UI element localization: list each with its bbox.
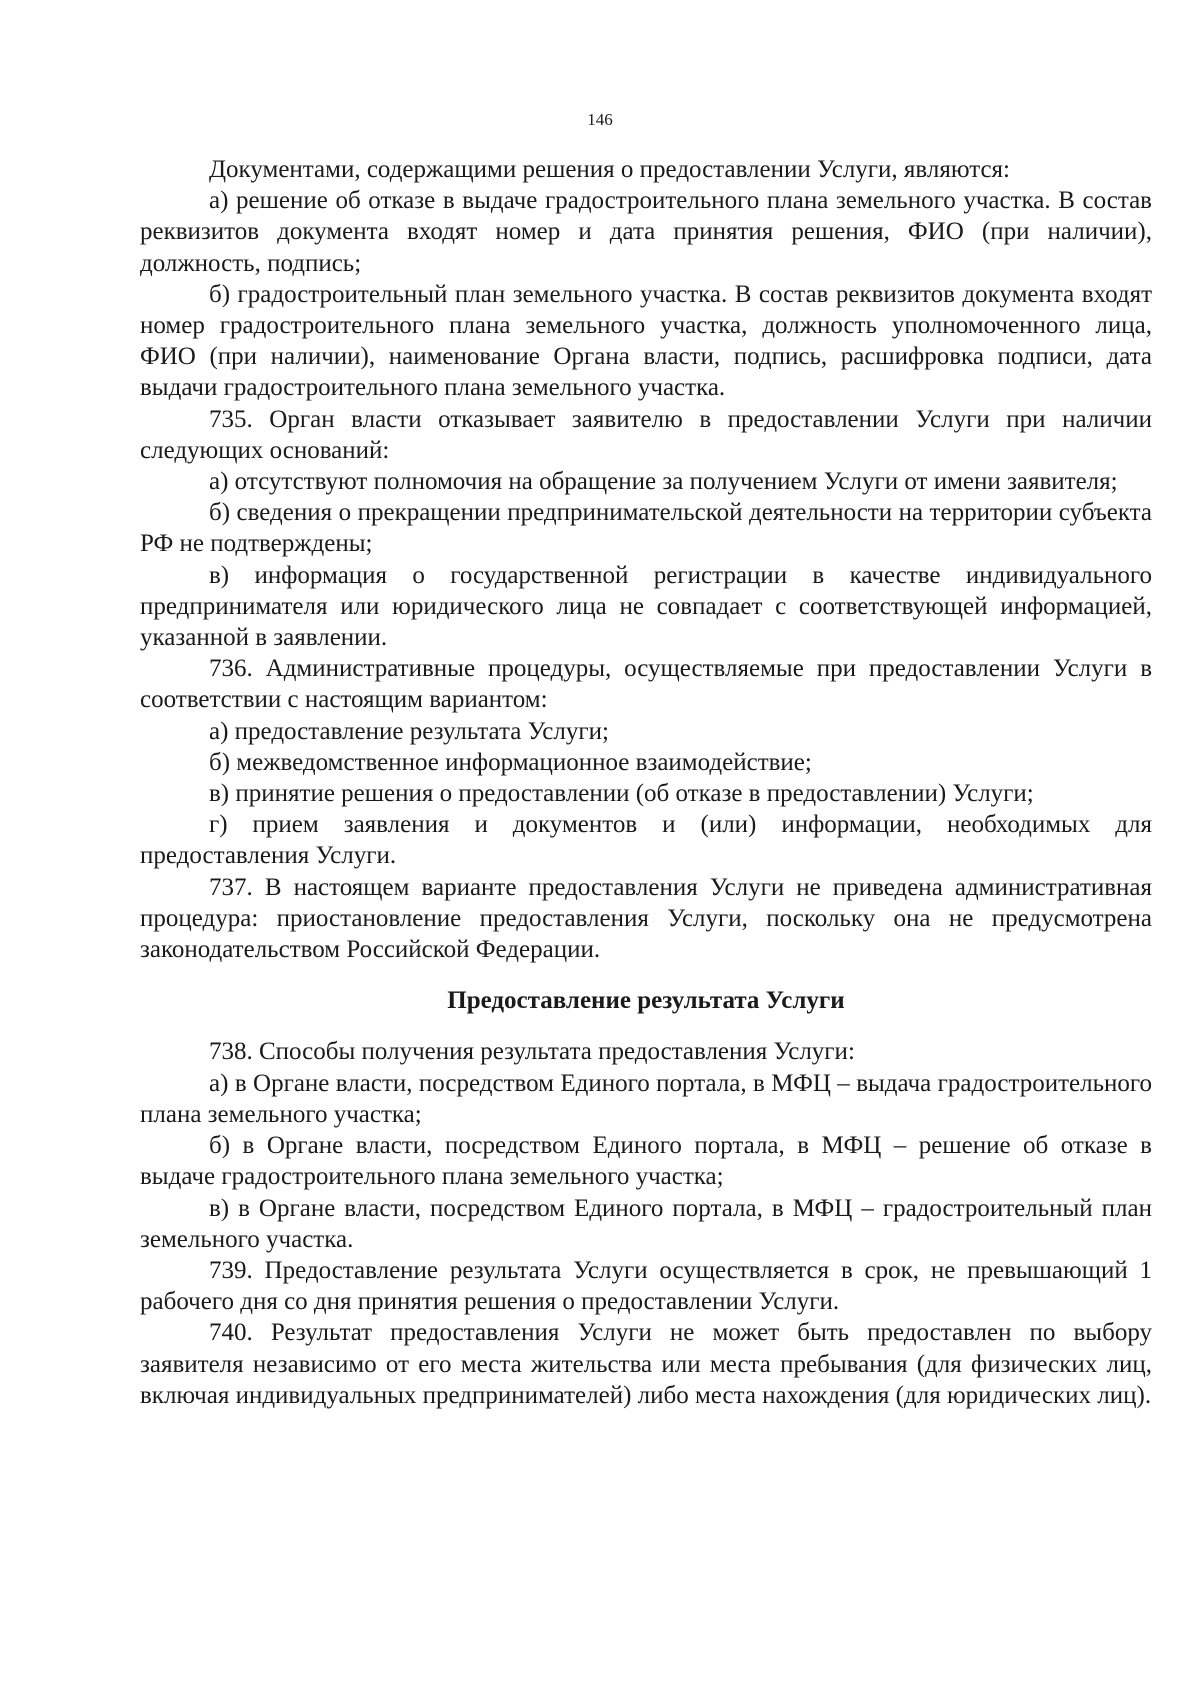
paragraph-town-planning-plan: б) градостроительный план земельного участка. В состав реквизитов документа входят номер градостроительного плана земельного участка, должность уполномоченного лица, ФИО (при наличии), наименование Органа власти, подпись, расшифровка подписи, дата выдачи градостроительного плана земельного участка.	[140, 280, 1152, 402]
section-heading: Предоставление результата Услуги	[447, 987, 845, 1015]
paragraph-738-b: б) в Органе власти, посредством Единого портала, в МФЦ – решение об отказе в выдаче градостроительного плана земельного участка;	[140, 1132, 1152, 1191]
paragraph-735: 735. Орган власти отказывает заявителю в предоставлении Услуги при наличии следующих оснований:	[140, 405, 1152, 464]
paragraph-735-a: а) отсутствуют полномочия на обращение за получением Услуги от имени заявителя;	[209, 468, 1118, 496]
paragraph-736: 736. Административные процедуры, осуществляемые при предоставлении Услуги в соответствии с настоящим вариантом:	[140, 655, 1152, 714]
paragraph-documents-list-intro: Документами, содержащими решения о предоставлении Услуги, являются:	[209, 156, 1010, 183]
paragraph-737: 737. В настоящем варианте предоставления Услуги не приведена административная процедура: приостановление предоставления Услуги, поскольку она не предусмотрена законодательством Российской Федерации.	[140, 873, 1152, 964]
paragraph-735-b: б) сведения о прекращении предпринимательской деятельности на территории субъекта РФ не подтверждены;	[140, 499, 1152, 558]
paragraph-736-b: б) межведомственное информационное взаимодействие;	[209, 748, 812, 776]
paragraph-738: 738. Способы получения результата предоставления Услуги:	[209, 1038, 855, 1066]
paragraph-739: 739. Предоставление результата Услуги осуществляется в срок, не превышающий 1 рабочего дня со дня принятия решения о предоставлении Услуги.	[140, 1256, 1152, 1316]
paragraph-refusal-decision: а) решение об отказе в выдаче градостроительного плана земельного участка. В состав реквизитов документа входят номер и дата принятия решения, ФИО (при наличии), должность, подпись;	[140, 187, 1152, 277]
paragraph-736-a: а) предоставление результата Услуги;	[209, 717, 609, 745]
paragraph-738-v: в) в Органе власти, посредством Единого портала, в МФЦ – градостроительный план земельного участка.	[140, 1194, 1152, 1253]
paragraph-735-v: в) информация о государственной регистрации в качестве индивидуального предпринимателя или юридического лица не совпадает с соответствующей информацией, указанной в заявлении.	[140, 561, 1152, 652]
paragraph-736-v: в) принятие решения о предоставлении (об отказе в предоставлении) Услуги;	[209, 780, 1034, 808]
paragraph-740: 740. Результат предоставления Услуги не может быть предоставлен по выбору заявителя независимо от его места жительства или места пребывания (для физических лиц, включая индивидуальных предпринимателей) либо места нахождения (для юридических лиц).	[140, 1319, 1152, 1409]
document-body	[140, 154, 1152, 1411]
page-number: 146	[587, 110, 613, 129]
paragraph-736-g: г) прием заявления и документов и (или) информации, необходимых для предоставления Услуги.	[140, 811, 1152, 870]
paragraph-738-a: а) в Органе власти, посредством Единого портала, в МФЦ – выдача градостроительного плана земельного участка;	[140, 1069, 1152, 1128]
